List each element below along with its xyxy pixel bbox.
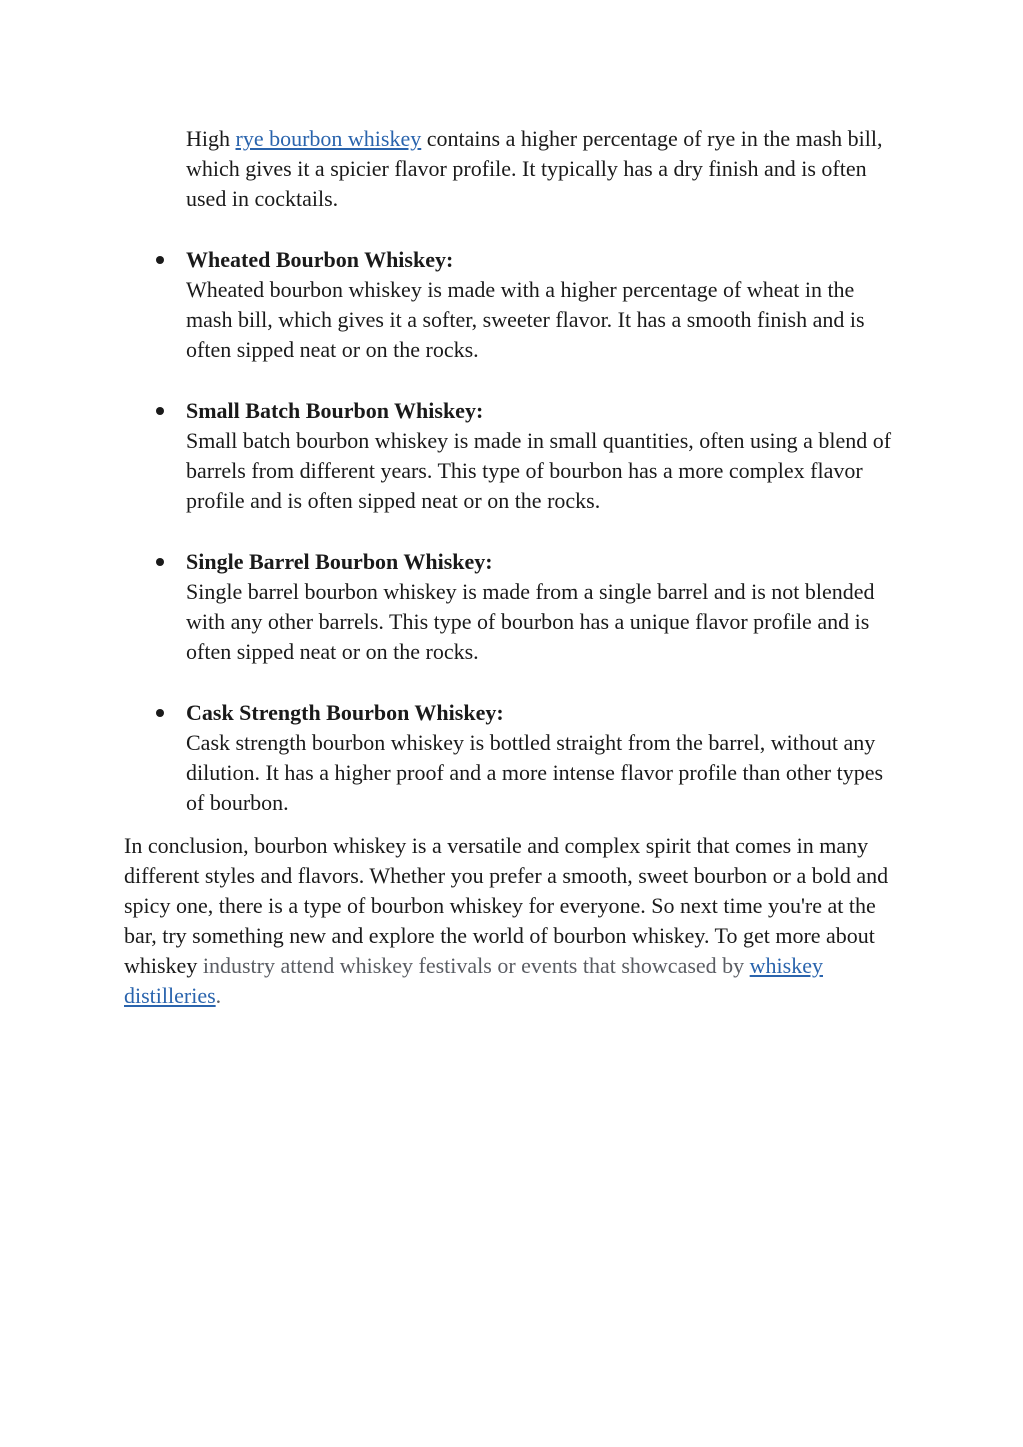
list-item-body: Small batch bourbon whiskey is made in small quantities, often using a blend of barrels from different years. This type of bourbon has a more complex flavor profile and is often sipped neat or on the rocks. xyxy=(186,428,892,513)
bullet-icon xyxy=(156,709,164,717)
list-item-body: Cask strength bourbon whiskey is bottled straight from the barrel, without any dilution. It has a higher proof and a more intense flavor profile than other types of bourbon. xyxy=(186,730,884,815)
conclusion-paragraph xyxy=(124,831,904,1011)
conclusion-end: . xyxy=(215,983,222,1008)
list-item-single-barrel xyxy=(186,547,902,667)
list-item-wheated xyxy=(186,245,902,365)
list-item-heading: Cask Strength Bourbon Whiskey: xyxy=(186,700,504,725)
conclusion-main: In conclusion, bourbon whiskey is a versatile and complex spirit that comes in many different styles and flavors. Whether you prefer a smooth, sweet bourbon or a bold and spicy one, there is a type of bourbon whiskey for everyone. So next time you're at the bar, try something new and explore the world of bourbon whiskey. To get more about whiskey xyxy=(124,833,889,978)
whiskey-distilleries-link[interactable]: whiskey distilleries xyxy=(124,953,823,1008)
bullet-icon xyxy=(156,558,164,566)
list-item-heading: Small Batch Bourbon Whiskey: xyxy=(186,398,484,423)
bullet-icon xyxy=(156,407,164,415)
list-item-body: Wheated bourbon whiskey is made with a higher percentage of wheat in the mash bill, which gives it a softer, sweeter flavor. It has a smooth finish and is often sipped neat or on the rocks. xyxy=(186,277,865,362)
list-item-body: Single barrel bourbon whiskey is made from a single barrel and is not blended with any other barrels. This type of bourbon has a unique flavor profile and is often sipped neat or on the rocks. xyxy=(186,579,875,664)
intro-prefix: High xyxy=(186,126,236,151)
list-item-heading: Single Barrel Bourbon Whiskey: xyxy=(186,549,493,574)
conclusion-muted-text: industry attend whiskey festivals or events that showcased by xyxy=(202,953,750,978)
intro-paragraph xyxy=(186,124,886,214)
list-item-small-batch xyxy=(186,396,902,516)
list-item-cask-strength xyxy=(186,698,902,818)
rye-bourbon-whiskey-link[interactable]: rye bourbon whiskey xyxy=(235,126,422,151)
bullet-icon xyxy=(156,256,164,264)
list-item-heading: Wheated Bourbon Whiskey: xyxy=(186,247,454,272)
intro-suffix: contains a higher percentage of rye in the mash bill, which gives it a spicier flavor profile. It typically has a dry finish and is often used in cocktails. xyxy=(186,126,883,211)
